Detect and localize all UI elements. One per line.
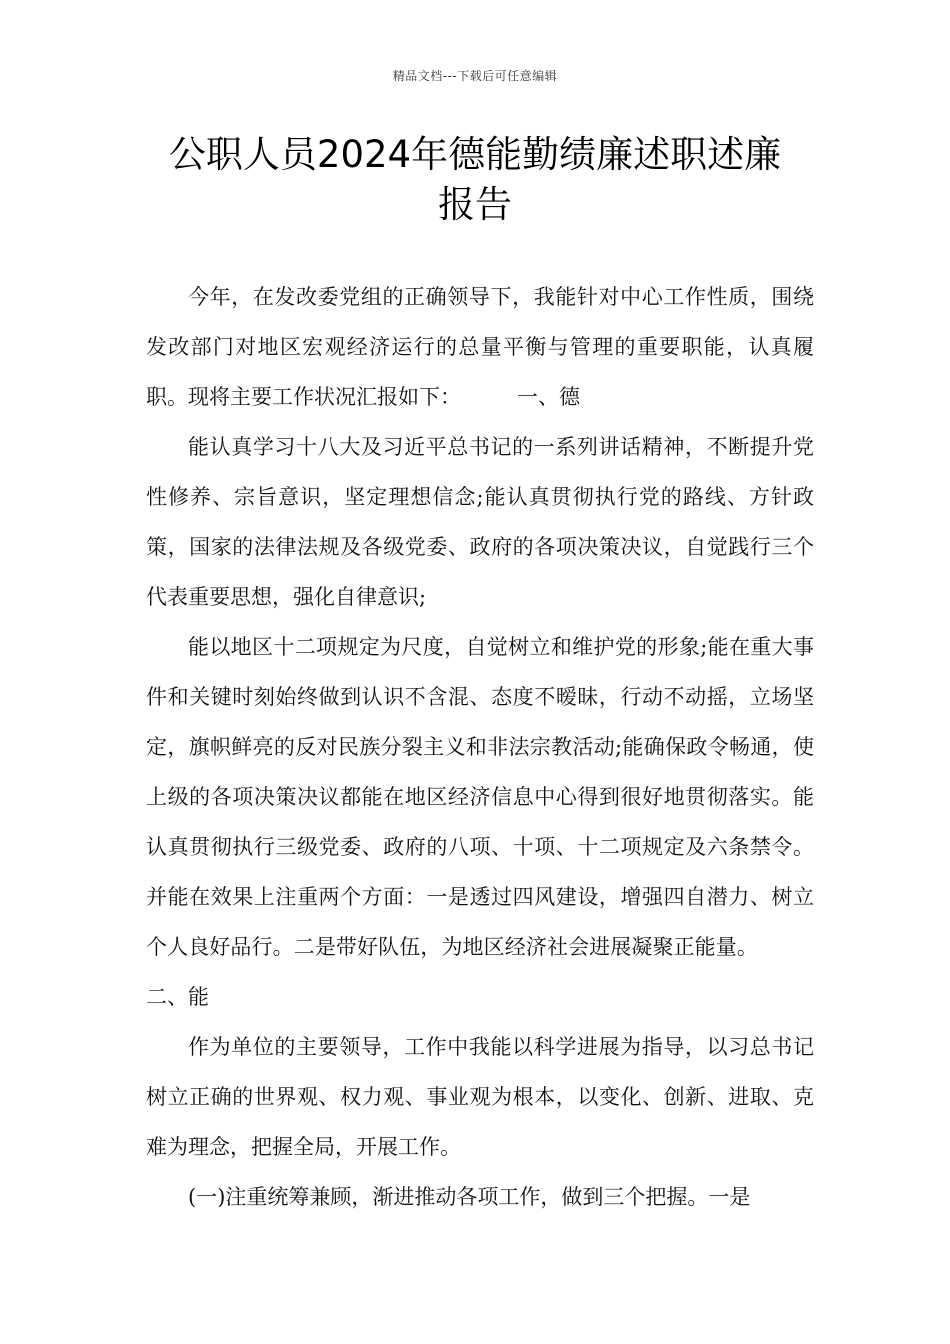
paragraph-2: 能认真学习十八大及习近平总书记的一系列讲话精神，不断提升党性修养、宗旨意识，坚定理想信念;能认真贯彻执行党的路线、方针政策，国家的法律法规及各级党委、政府的各项决策决议，自觉践行三个代表重要思想，强化自律意识; [146,435,814,609]
paragraph-5: (一)注重统筹兼顾，渐进推动各项工作，做到三个把握。一是 [188,1185,751,1209]
paragraph-4: 作为单位的主要领导，工作中我能以科学进展为指导，以习总书记树立正确的世界观、权力观、事业观为根本，以变化、创新、进取、克难为理念，把握全局，开展工作。 [146,1035,814,1159]
page-header: 精品文档---下载后可任意编辑 [392,69,558,83]
section-heading-neng: 二、能 [146,985,209,1009]
section-heading-de: 一、德 [517,385,580,409]
document-body [146,272,814,1222]
paragraph-1 [146,272,814,422]
title-line-1: 公职人员2024年德能勤绩廉述职述廉 [168,133,782,176]
title-line-2: 报告 [438,183,512,226]
document-title [100,130,850,230]
paragraph-3 [146,622,814,1022]
paragraph-1-text: 今年，在发改委党组的正确领导下，我能针对中心工作性质，围绕发改部门对地区宏观经济运行的总量平衡与管理的重要职能，认真履职。现将主要工作状况汇报如下： [146,285,814,409]
paragraph-3-text: 能以地区十二项规定为尺度，自觉树立和维护党的形象;能在重大事件和关键时刻始终做到认识不含混、态度不暧昧，行动不动摇，立场坚定，旗帜鲜亮的反对民族分裂主义和非法宗教活动;能确保政令畅通，使上级的各项决策决议都能在地区经济信息中心得到很好地贯彻落实。能认真贯彻执行三级党委、政府的八项、十项、十二项规定及六条禁令。并能在效果上注重两个方面：一是透过四风建设，增强四自潜力、树立个人良好品行。二是带好队伍，为地区经济社会进展凝聚正能量。 [146,635,814,959]
